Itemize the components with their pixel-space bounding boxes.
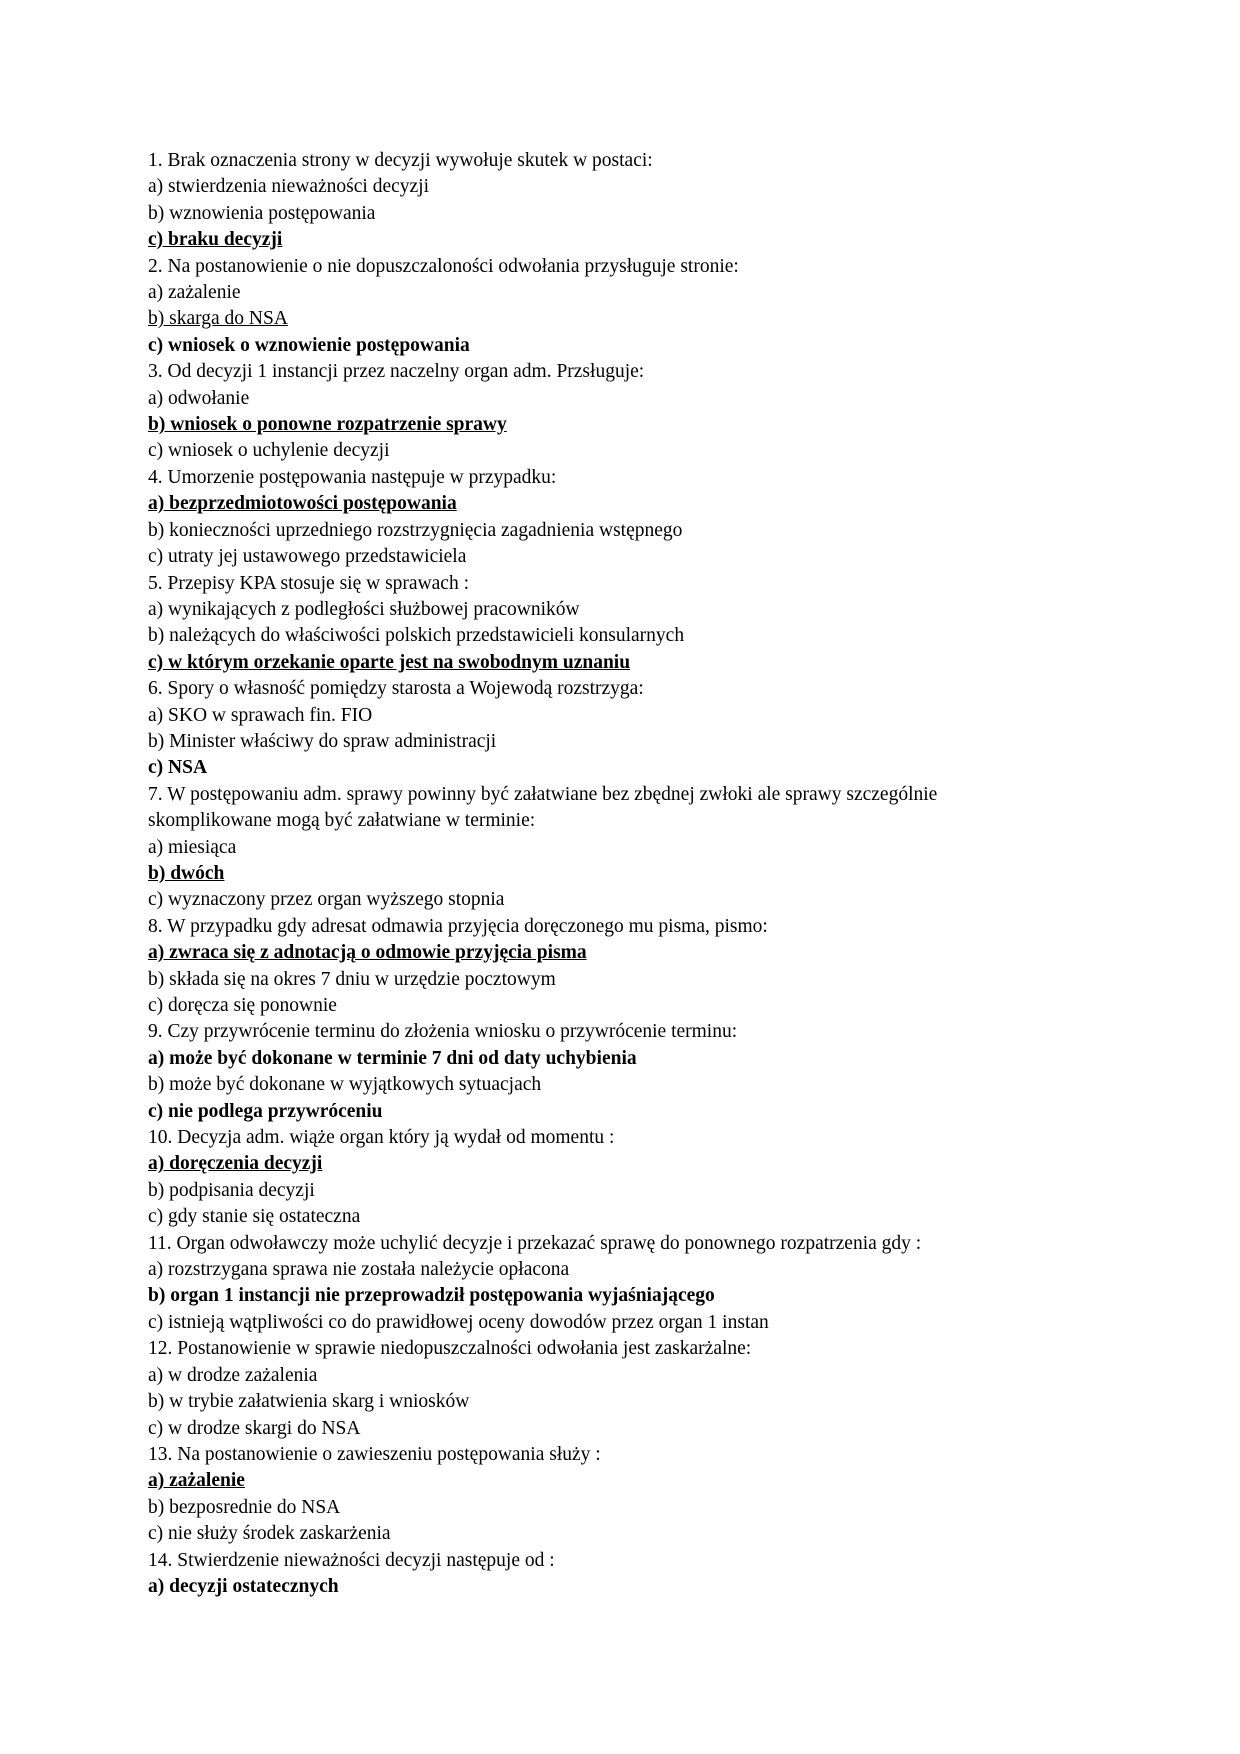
answer-line: a) bezprzedmiotowości postępowania: [148, 493, 457, 515]
answer-line: a) SKO w sprawach fin. FIO: [148, 704, 373, 726]
answer-line: a) w drodze zażalenia: [148, 1364, 318, 1386]
answer-line: c) w którym orzekanie oparte jest na swobodnym uznaniu: [148, 651, 631, 673]
question-line: 6. Spory o własność pomiędzy starosta a Wojewodą rozstrzyga:: [148, 678, 644, 700]
answer-line: a) decyzji ostatecznych: [148, 1575, 339, 1597]
answer-line: b) organ 1 instancji nie przeprowadził postępowania wyjaśniającego: [148, 1285, 715, 1307]
answer-line: b) skarga do NSA: [148, 308, 288, 330]
answer-line: a) odwołanie: [148, 387, 250, 409]
answer-line: b) należących do właściwości polskich przedstawicieli konsularnych: [148, 625, 685, 647]
answer-line: a) rozstrzygana sprawa nie została należycie opłacona: [148, 1259, 570, 1281]
answer-line: a) stwierdzenia nieważności decyzji: [148, 176, 429, 198]
answer-line: b) konieczności uprzedniego rozstrzygnięcia zagadnienia wstępnego: [148, 519, 683, 541]
answer-line: a) zażalenie: [148, 1470, 245, 1492]
answer-line: c) w drodze skargi do NSA: [148, 1417, 361, 1439]
question-line: 10. Decyzja adm. wiąże organ który ją wydał od momentu :: [148, 1127, 615, 1149]
answer-line: a) zwraca się z adnotacją o odmowie przyjęcia pisma: [148, 942, 587, 964]
answer-line: a) doręczenia decyzji: [148, 1153, 323, 1175]
answer-line: c) braku decyzji: [148, 229, 283, 251]
answer-line: c) wniosek o wznowienie postępowania: [148, 334, 470, 356]
answer-line: a) może być dokonane w terminie 7 dni od daty uchybienia: [148, 1047, 637, 1069]
answer-line: b) składa się na okres 7 dniu w urzędzie pocztowym: [148, 968, 556, 990]
answer-line: b) wniosek o ponowne rozpatrzenie sprawy: [148, 414, 507, 436]
answer-line: a) miesiąca: [148, 836, 237, 858]
answer-line: b) może być dokonane w wyjątkowych sytuacjach: [148, 1074, 542, 1096]
answer-line: c) wniosek o uchylenie decyzji: [148, 440, 390, 462]
answer-line: c) nie służy środek zaskarżenia: [148, 1523, 391, 1545]
question-line: 13. Na postanowienie o zawieszeniu postępowania służy :: [148, 1443, 601, 1465]
answer-line: c) nie podlega przywróceniu: [148, 1100, 383, 1122]
answer-line: b) wznowienia postępowania: [148, 202, 376, 224]
document-body: [148, 148, 1108, 1600]
question-line: 14. Stwierdzenie nieważności decyzji następuje od :: [148, 1549, 555, 1571]
answer-line: b) bezposrednie do NSA: [148, 1496, 341, 1518]
answer-line: c) gdy stanie się ostateczna: [148, 1206, 361, 1228]
question-line: 4. Umorzenie postępowania następuje w przypadku:: [148, 466, 557, 488]
question-line: 2. Na postanowienie o nie dopuszczaloności odwołania przysługuje stronie:: [148, 255, 739, 277]
answer-line: c) doręcza się ponownie: [148, 995, 337, 1016]
question-line: 1. Brak oznaczenia strony w decyzji wywołuje skutek w postaci:: [148, 150, 653, 171]
answer-line: b) dwóch: [148, 862, 225, 884]
answer-line: b) w trybie załatwienia skarg i wniosków: [148, 1391, 470, 1413]
question-line: 12. Postanowienie w sprawie niedopuszczalności odwołania jest zaskarżalne:: [148, 1338, 752, 1360]
question-line: 5. Przepisy KPA stosuje się w sprawach :: [148, 572, 470, 594]
answer-line: a) zażalenie: [148, 282, 241, 304]
question-line: 11. Organ odwoławczy może uchylić decyzje i przekazać sprawę do ponownego rozpatrzenia gdy :: [148, 1232, 922, 1254]
question-line: 9. Czy przywrócenie terminu do złożenia wniosku o przywrócenie terminu:: [148, 1021, 738, 1043]
answer-line: c) NSA: [148, 757, 208, 779]
question-line: 8. W przypadku gdy adresat odmawia przyjęcia doręczonego mu pisma, pismo:: [148, 915, 768, 937]
answer-line: c) istnieją wątpliwości co do prawidłowej oceny dowodów przez organ 1 instan: [148, 1311, 769, 1333]
answer-line: skomplikowane mogą być załatwiane w terminie:: [148, 810, 536, 832]
answer-line: c) utraty jej ustawowego przedstawiciela: [148, 546, 467, 568]
answer-line: b) Minister właściwy do spraw administracji: [148, 730, 497, 752]
answer-line: a) wynikających z podległości służbowej pracowników: [148, 598, 580, 620]
question-line: 3. Od decyzji 1 instancji przez naczelny organ adm. Przsługuje:: [148, 361, 645, 383]
answer-line: c) wyznaczony przez organ wyższego stopnia: [148, 889, 505, 911]
question-line: 7. W postępowaniu adm. sprawy powinny być załatwiane bez zbędnej zwłoki ale sprawy szczególnie: [148, 783, 938, 805]
answer-line: b) podpisania decyzji: [148, 1179, 315, 1201]
